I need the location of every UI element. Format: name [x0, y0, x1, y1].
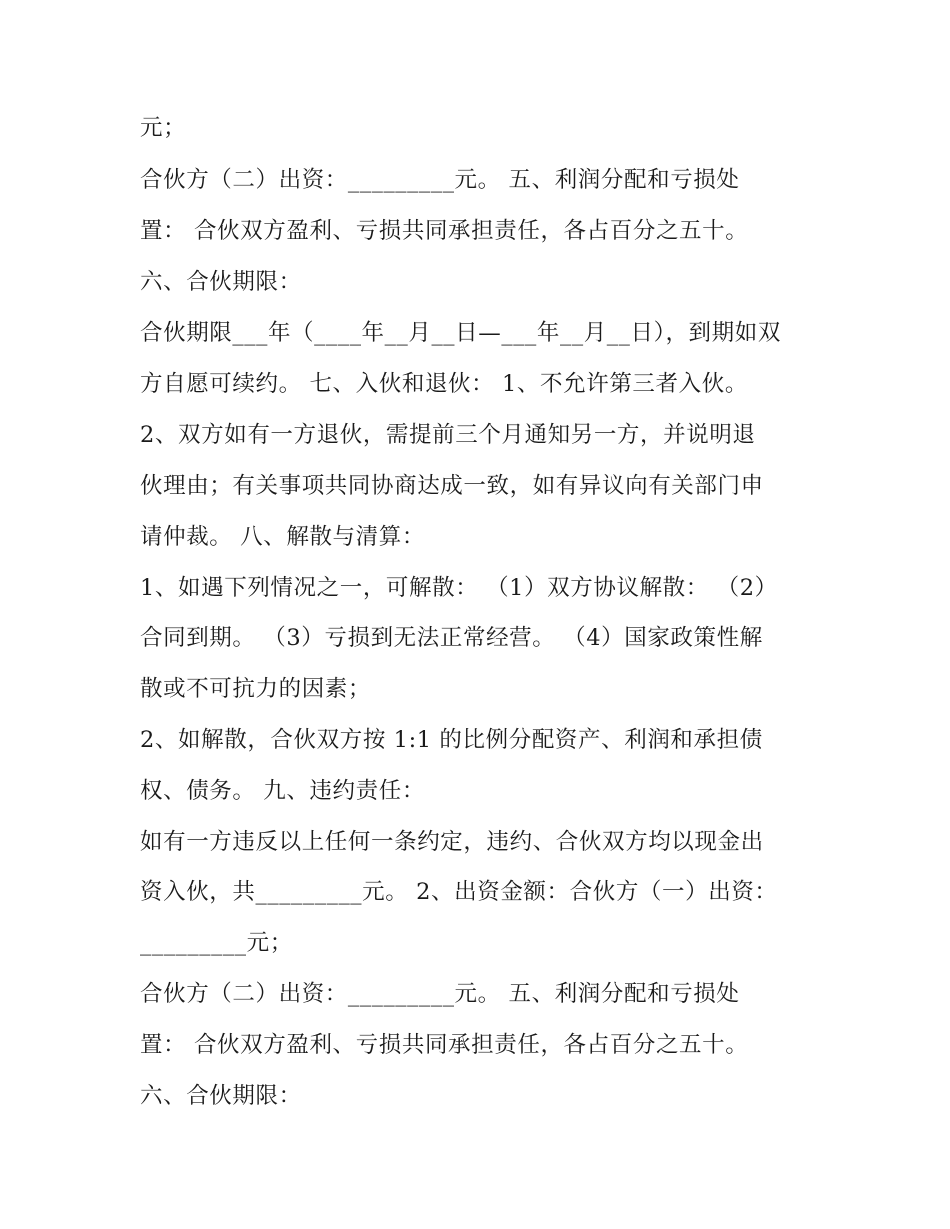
text-line: 资入伙，共_________元。 2、出资金额：合伙方（一）出资： — [140, 879, 778, 905]
text-line: 合伙方（二）出资：_________元。 五、利润分配和亏损处 — [140, 981, 740, 1007]
text-line: 2、如解散，合伙双方按 1:1 的比例分配资产、利润和承担债 — [140, 727, 763, 753]
text-line: 伙理由；有关事项共同协商达成一致，如有异议向有关部门申 — [140, 473, 764, 499]
text-line: 权、债务。 九、违约责任： — [140, 778, 425, 804]
text-line: 请仲裁。 八、解散与清算： — [140, 524, 425, 550]
text-line: 方自愿可续约。 七、入伙和退伙： 1、不允许第三者入伙。 — [140, 371, 748, 397]
text-line: 六、合伙期限： — [140, 1083, 302, 1109]
text-line: _________元； — [140, 930, 293, 956]
text-line: 散或不可抗力的因素； — [140, 676, 372, 702]
text-line: 置： 合伙双方盈利、亏损共同承担责任，各占百分之五十。 — [140, 218, 749, 244]
text-line: 元； — [140, 115, 187, 141]
text-line: 2、双方如有一方退伙，需提前三个月通知另一方，并说明退 — [140, 422, 756, 448]
text-line: 合伙方（二）出资：_________元。 五、利润分配和亏损处 — [140, 167, 740, 193]
text-line: 如有一方违反以上任何一条约定，违约、合伙双方均以现金出 — [140, 829, 764, 855]
text-line: 置： 合伙双方盈利、亏损共同承担责任，各占百分之五十。 — [140, 1032, 749, 1058]
text-line: 1、如遇下列情况之一，可解散： （1）双方协议解散： （2） — [140, 575, 778, 601]
text-line: 合同到期。 （3）亏损到无法正常经营。 （4）国家政策性解 — [140, 625, 763, 651]
text-line: 合伙期限___年（____年__月__日—___年__月__日），到期如双 — [140, 320, 781, 346]
text-line: 六、合伙期限： — [140, 269, 302, 295]
